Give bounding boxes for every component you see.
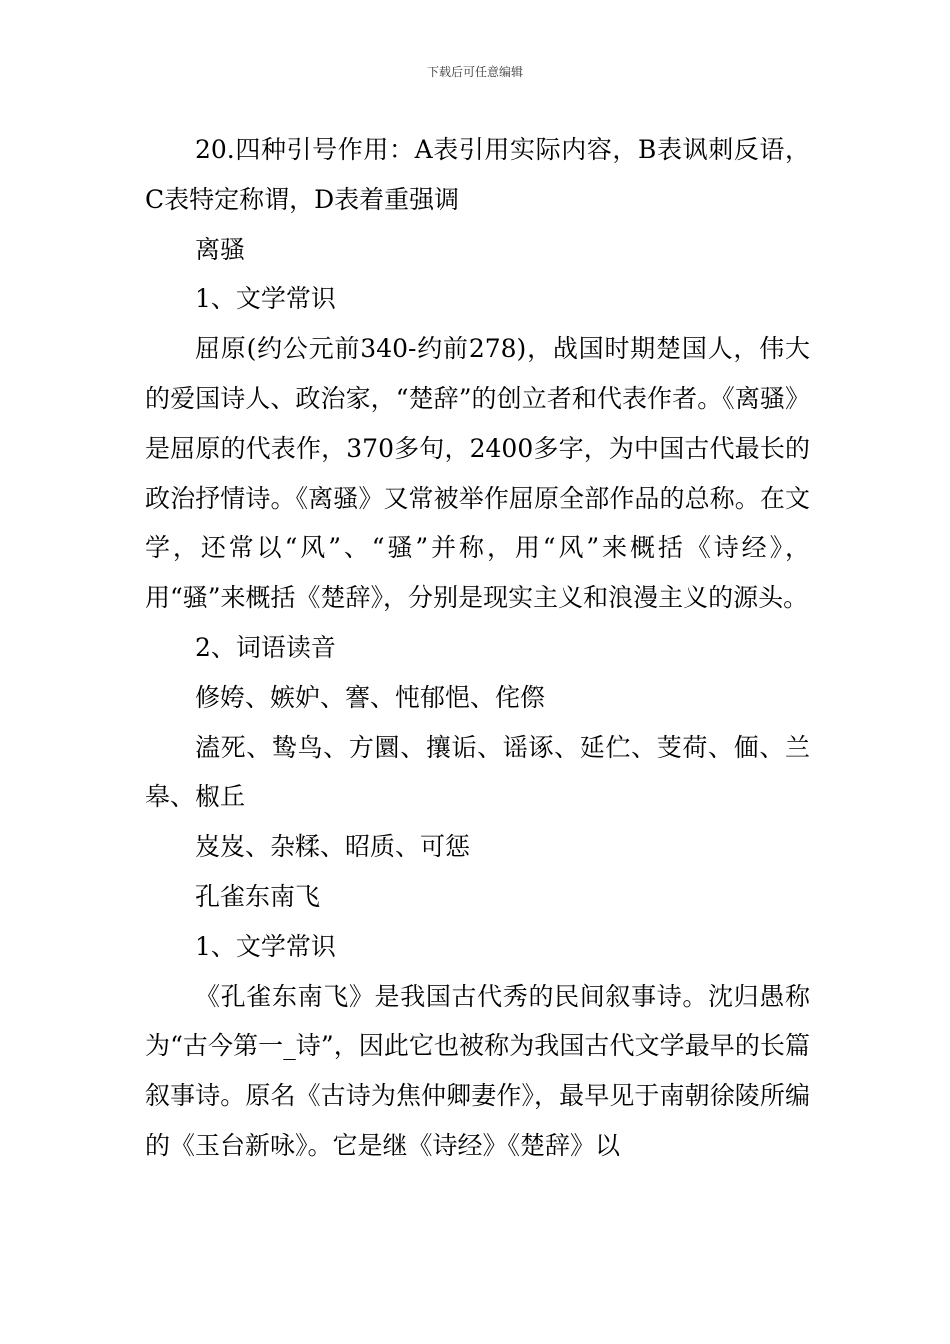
subheading-literary-knowledge-2: 1、文学常识 — [195, 931, 336, 961]
paragraph-quyuan-intro: 屈原(约公元前340-约前278)，战国时期楚国人，伟大的爱国诗人、政治家，“楚辞”的创立者和代表作者。《离骚》是屈原的代表作，370多句，2400多字，为中国古代最长的政治抒情诗。《离骚》又常被举作屈原全部作品的总称。在文学，还常以“风”、“骚”并称，用“风”来概括《诗经》，用“骚”来概括《楚辞》，分别是现实主义和浪漫主义的源头。 — [145, 334, 810, 613]
paragraph-quote-usage: 20.四种引号作用：A表引用实际内容，B表讽刺反语，C表特定称谓，D表着重强调 — [145, 135, 810, 214]
heading-peacock: 孔雀东南飞 — [195, 881, 321, 911]
heading-lisao: 离骚 — [195, 234, 246, 264]
vocab-line-2: 溘死、鸷鸟、方圜、攘诟、谣诼、延伫、芰荷、偭、兰皋、椒丘 — [145, 732, 810, 812]
page-header: 下载后可任意编辑 — [426, 65, 523, 79]
subheading-pronunciation: 2、词语读音 — [195, 632, 336, 662]
vocab-line-1: 修姱、嫉妒、謇、忳郁悒、侘傺 — [195, 682, 546, 712]
vocab-line-3: 岌岌、杂糅、昭质、可惩 — [195, 832, 471, 862]
document-body — [145, 125, 810, 1171]
paragraph-peacock-intro: 《孔雀东南飞》是我国古代秀的民间叙事诗。沈归愚称为“古今第一_诗”，因此它也被称为我国古代文学最早的长篇叙事诗。原名《古诗为焦仲卿妻作》，最早见于南朝徐陵所编的《玉台新咏》。它是继《诗经》《楚辞》以 — [145, 981, 810, 1160]
subheading-literary-knowledge: 1、文学常识 — [195, 284, 336, 314]
